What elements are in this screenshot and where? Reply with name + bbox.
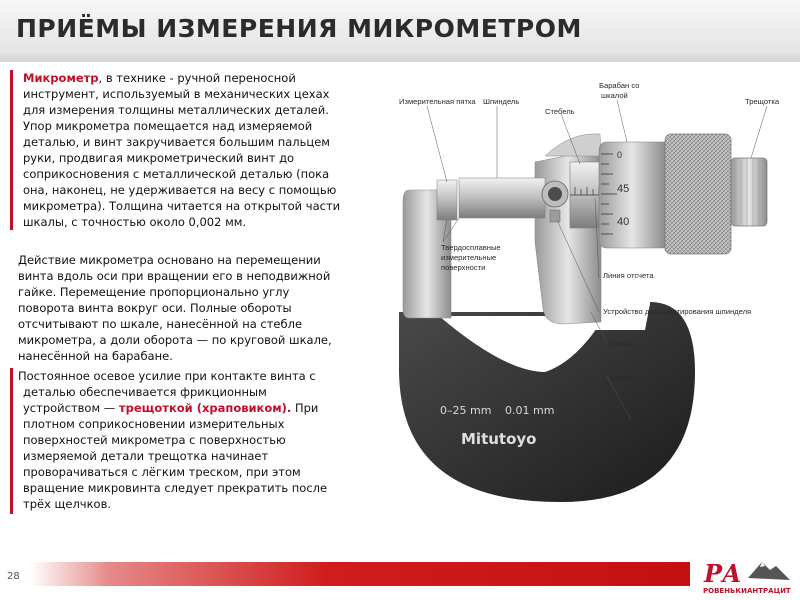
micrometer-diagram: [395, 72, 793, 534]
label-lock: Устройство для арретирования шпинделя: [603, 307, 752, 316]
p3-line-6: измеряемой детали трещотка начинает: [23, 449, 269, 463]
label-thimble-line1: Барабан со: [599, 81, 640, 90]
logo-caption: РОВЕНЬКИАНТРАЦИТ: [703, 587, 791, 595]
p1-line-7: она, наконец, не удерживается на весу с помощью: [23, 183, 337, 197]
p3-line-1: Постоянное осевое усилие при контакте винта с: [18, 369, 316, 383]
text-panel: [10, 66, 390, 556]
p2-line-2: гайке. Перемещение пропорционально углу: [18, 285, 290, 299]
ratchet: [731, 158, 767, 226]
scale-number-0: 0: [617, 150, 623, 160]
scale-number-45: 45: [617, 183, 630, 195]
thimble: [599, 142, 665, 248]
frame-resolution-text: 0.01 mm: [505, 404, 555, 417]
p1-line-1: инструмент, используемый в механических цехах: [23, 87, 330, 101]
p3-line-9: трёх щелчков.: [23, 497, 112, 511]
term-micrometer: Микрометр: [23, 71, 99, 85]
p1-line-2: для измерения толщины металлических деталей.: [23, 103, 329, 117]
label-index-line: Линия отсчета: [603, 271, 654, 280]
p1-line-0: , в технике - ручной переносной: [98, 71, 296, 85]
p2-line-5: микрометра, а доли оборота — по круговой шкале,: [18, 333, 332, 347]
logo-text: РА: [704, 559, 742, 588]
title-band: [0, 0, 800, 62]
label-thimble-line2: шкалой: [601, 91, 628, 100]
spindle: [459, 178, 545, 218]
p2-line-4: отсчитывают по шкале, нанесённой на стебле: [18, 317, 303, 331]
label-insulation: Изоляция: [609, 373, 644, 382]
p3-line-3-post: При: [291, 401, 319, 415]
page-number: 28: [7, 571, 20, 582]
label-ratchet: Трещотка: [745, 97, 780, 106]
company-logo: [700, 554, 792, 596]
p1-line-3: Упор микрометра помещается над измеряемой: [23, 119, 313, 133]
p1-line-6: соприкосновения с металлической деталью (пока: [23, 167, 330, 181]
page-title: ПРИЁМЫ ИЗМЕРЕНИЯ МИКРОМЕТРОМ: [16, 14, 582, 43]
p1-line-9: шкалы, с точностью около 0,002 мм.: [23, 215, 247, 229]
paragraph-3-accent-bar: [10, 368, 13, 514]
p3-line-8: вращение микровинта следует прекратить после: [23, 481, 328, 495]
paragraph-2: [18, 252, 393, 364]
p2-line-0: Действие микрометра основано на перемещении: [18, 253, 321, 267]
paragraph-1-accent-bar: [10, 70, 13, 230]
p3-line-5: поверхностей микрометра с поверхностью: [23, 433, 286, 447]
thimble-knurl: [665, 134, 731, 254]
p1-line-8: микрометра). Толщина читается на открытой части: [23, 199, 341, 213]
frame-range-text: 0–25 mm: [440, 404, 492, 417]
p1-line-5: руки, продвигая микрометрический винт до: [23, 151, 295, 165]
footer-red-band: [30, 562, 690, 586]
label-frame: Скоба: [609, 339, 631, 348]
paragraph-1: [23, 70, 393, 230]
p3-line-2: деталью обеспечивается фрикционным: [23, 385, 267, 399]
p3-line-3-pre: устройством —: [23, 401, 119, 415]
label-spindle: Шпиндель: [483, 97, 520, 106]
label-anvil: Измерительная пятка: [399, 97, 476, 106]
p1-line-4: деталью, и винт закручивается большим пальцем: [23, 135, 330, 149]
frame-brand-text: Mitutoyo: [461, 430, 537, 448]
p3-line-4: плотном соприкосновении измерительных: [23, 417, 285, 431]
p3-line-7: проворачиваться с лёгким треском, при этом: [23, 465, 301, 479]
p2-line-1: винта вдоль оси при вращении его в неподвижной: [18, 269, 331, 283]
paragraph-3: [18, 368, 393, 512]
p2-line-3: поворота винта вокруг оси. Полные обороты: [18, 301, 292, 315]
p2-line-6: нанесённой на барабане.: [18, 349, 173, 363]
label-sleeve: Стебель: [545, 107, 575, 116]
label-carbide-2: измерительные: [441, 253, 497, 262]
anvil: [437, 180, 457, 220]
micrometer-illustration: [395, 72, 793, 534]
label-carbide-3: поверхности: [441, 263, 486, 272]
term-ratchet: трещоткой (храповиком).: [118, 401, 292, 415]
label-carbide-1: Твердосплавные: [441, 243, 501, 252]
scale-number-40: 40: [617, 216, 630, 228]
footer: [0, 554, 800, 600]
